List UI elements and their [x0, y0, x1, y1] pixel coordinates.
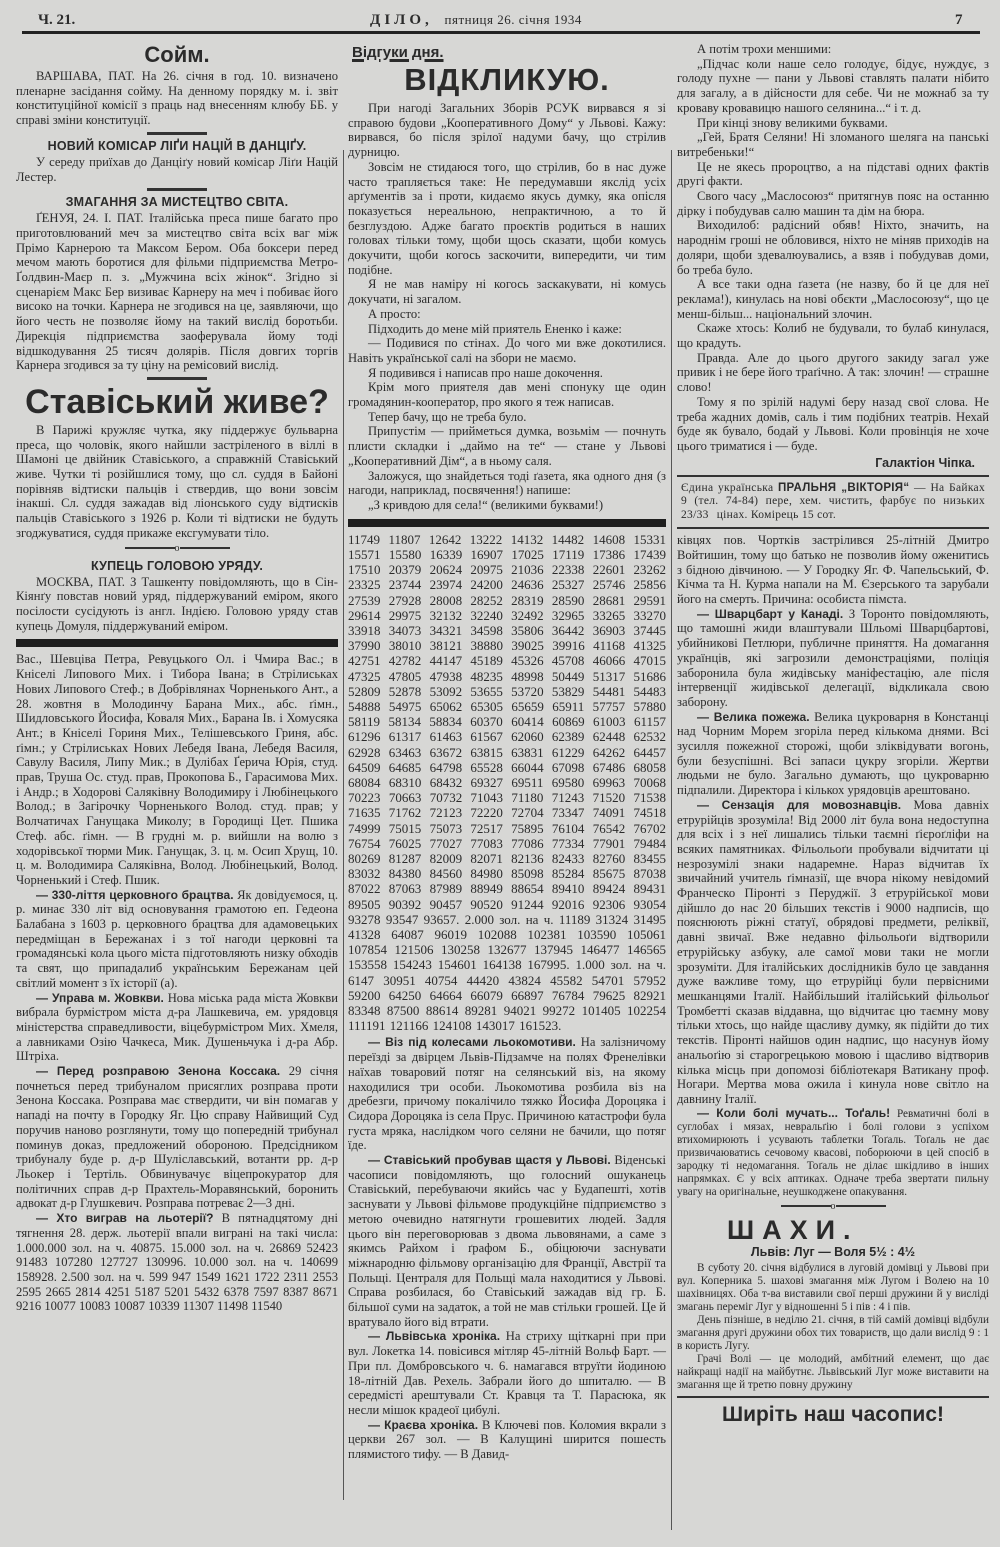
article-lead: — Краєва хроніка.: [368, 1417, 479, 1432]
article-paragraph: [348, 1418, 666, 1462]
column-middle: [348, 42, 666, 1462]
article-paragraph: [348, 410, 666, 425]
masthead-rule: [22, 31, 980, 34]
article-paragraph: [348, 498, 666, 513]
masthead-title: [370, 12, 582, 29]
column-right: [677, 42, 989, 1427]
article-text: В Парижі кружляє чутка, яку піддержує бульварна преса, що чоловік, якого найшли застріленого в віллі в Шамоні це двійник Ставіського, а справжній Ставіський живе. Чутки ті розійшлися тому, що сл. суддя в Байоні порівняв відтиски пальців і ствердив, що вони зовсім інакші. Сл. суддя зажадав від ліонського суду відтисків пальців Ставіського з 1926 р. Коли ті відтиски не будуть згоджуватися, суддя прикаже ексгумувати тіло.: [16, 422, 338, 540]
black-divider-bar: [16, 639, 338, 647]
article-paragraph: [16, 991, 338, 1065]
article-text: В пятнадцятому дні тягнення 28. держ. льотерії впали виграні на такі числа: 1.000.000 зол. на ч. 40875. 15.000 зол. на ч. 26869 52423 91483 107280 127727 130996. 10.000 зол. на ч. 140699 158928. 2.500 зол. на ч. 599 947 1549 1621 1722 2311 2553 2595 2665 2814 4251 5187 5201 5432 6378 7597 8387 8671 9216 10077 10083 10087 10339 11307 11498 11540: [16, 1211, 338, 1314]
article-text: Скаже хтось: Колиб не будували, то булаб кинулася, що крадуть.: [677, 321, 989, 351]
article-text: МОСКВА, ПАТ. З Ташкенту повідомляють, що в Сін-Кіянґу повстав новий уряд, піддержуваний еміром, якого посілости сусідують із англ. Індією. Головою уряду став купець Домуля, піддержуваний еміром.: [16, 574, 338, 633]
article-text: Свого часу „Маслосоюз“ притягнув пояс на останню дірку і побудував салю машин та дім на бюра.: [677, 189, 989, 218]
issue-date: пятниця 26. січня 1934: [444, 12, 582, 27]
horizontal-rule: [677, 527, 989, 529]
article-text: „З кривдою для села!“ (великими буквами!): [368, 497, 604, 512]
column-divider: [671, 150, 672, 1530]
article-text: „Підчас коли наше село голодує, бідує, нуждує, з голоду пухне — пани у Львові ставлять палати нібито для загалу, а в дійсности для себе. Чи не можнаб за ту кроваву кровавицю нашого селянина...“ і т. д.: [677, 56, 989, 115]
article-paragraph: [677, 130, 989, 159]
article-lead: — Львівська хроніка.: [368, 1329, 501, 1344]
short-rule: [147, 132, 207, 135]
article-paragraph: [348, 366, 666, 381]
article-paragraph: [348, 424, 666, 468]
article-lead: — Коли болі мучать... Тоґаль!: [697, 1105, 891, 1120]
section-kicker: Відгуки дня.: [352, 44, 444, 61]
article-paragraph: [348, 322, 666, 337]
article-text: — Подивися по стінах. До чого ми вже докотилися. Навіть української салі на збори не маємо.: [348, 336, 666, 365]
article-text: У середу приїхав до Данціґу новий комісар Ліґи Націй Лестер.: [16, 154, 338, 184]
article-paragraph: [677, 798, 989, 1107]
article-paragraph: [348, 380, 666, 409]
article-lead: — Віз під колесами льокомотиви.: [368, 1035, 576, 1050]
article-paragraph: [677, 1262, 989, 1314]
article-text: Мова давніх етрурійців зрозуміла! Від 2000 літ була вона недоступна для всіх і з неї лишались тільки таємні ґієроґліфи на всяких памятниках. Фільольоґи пробували відчитати ці незрозумілі знаки надаремне. Нараз відчитав їх звичайний учитель ґімназії, ще вчора нікому невідомий Франческо Піронті з Перуджії. З етрурійської мови дійшло до нас 20 більших текстів і 9000 надписів, що пояснюють ріжні статуї, обрядові предмети, реліквії, давні звичаї. Вже недавно фільольоґи відтворили етрурійську азбуку, але самої мови таки не могли зрозуміти. Для італійських дослідників було це завдання дуже важливе тому, що етрурійці були первісними мешканцями Італії. Найбільший італійський фільольоґ Тромбетті сказав віддавна, що відчитає цю таємну мову тільки хтось, що найде щасливу думку, як підійти до тих текстів. Піронті найшов один надпис, що насунув йому анальоґію зі старогрецькою мовою і щасливо відтворив кілька місць при допомозі бібліотекаря Ватикану проф. Ногари. Мертва мова ожила і кинула нове світло на давнину Італії.: [677, 797, 989, 1106]
article-text: Ревматичні болі в суглобах і мязах, невральґію і болі голови з успіхом втихомирюють і усувають таблетки Тоґаль. Тоґаль не дає призвичаюватись сечовому квасові, поборюючи в цей спосіб в зародку ті недомагання. Тоґаль не ділає шкідливо в інших напрямках. Є у всіх аптиках. Одначе треба звертати пильну увагу на оригінальне, неушкоджене опакування.: [677, 1107, 989, 1198]
article-paragraph: [348, 1035, 666, 1153]
column-divider: [343, 150, 344, 1500]
article-text: Припустім — прийметься думка, возьмім — почнуть плисти складки і „даймо на те“ — стане у Львові „Кооперативний Дім“, а в ньому саля.: [348, 424, 666, 468]
article-text: Нова міська рада міста Жовкви вибрала бурмістром міста д-ра Лашкевича, ем. урядовця міністерства справедливости, віцебурмістром Мих. Хмеля, а лавниками Озію Чачкеса, Мик. Душеньчука і д-ра Абр. Штріха.: [16, 990, 338, 1064]
article-paragraph: [348, 469, 666, 498]
article-text: Крім мого приятеля дав мені спонуку ще один громадянин-кооператор, про якого я теж написав.: [348, 380, 666, 410]
article-paragraph: [16, 1211, 338, 1314]
article-paragraph: [677, 116, 989, 131]
article-text: З Торонто повідомляють, що тамошні жиди влаштували Шльомі Шварцбартові, убийникові Петлюри, публичне приняття. На домагання українців, які загрозили демонстраціями, поліція заборонила була жидівську маніфестацію, але після інтервенції жидівської делегації, відкликала свою заборону.: [677, 606, 989, 709]
article-text: ВАРШАВА, ПАТ. На 26. січня в год. 10. визначено пленарне засідання сойму. На денному порядку м. і. звіт конституційної комісії з праць над внесенням клюбу ББ. у справі зміни конституції.: [16, 69, 338, 128]
article-lead: — Хто виграв на льотерії?: [36, 1211, 214, 1226]
article-text: Заложуся, що знайдеться тоді ґазета, яка одного дня (з нагоди, наприклад, посвячення!) напише:: [348, 468, 666, 498]
ad-business-name: ПРАЛЬНЯ „ВІКТОРІЯ“: [777, 481, 910, 494]
article-text: Зовсім не стидаюся того, що стрілив, бо в нас дуже часто трапляється таке: Не передумавши якслід усіх арґументів за і проти, кидаємо якусь думку, яка опісля показується нереальною, непрактичною, а то й безглуздою. Адже багато проєктів родиться в наших головах тільки тому, щоби щось сказати, щоби комусь докучити, щоби когось заскочити, випередити, чи тим подібне.: [348, 159, 666, 277]
ad-text: Єдина українська: [681, 481, 778, 494]
article-paragraph: [677, 533, 989, 607]
article-paragraph: [348, 160, 666, 278]
article-paragraph: [348, 277, 666, 306]
article-text: Тому я по зрілій надумі беру назад свої слова. Не треба жадних домів, саль і тим подібних театрів. Нехай буде як бувало, бодай у Львові. Коли провінція не хоче цього триматися і — буде.: [677, 394, 989, 453]
article-paragraph: [677, 1314, 989, 1353]
article-paragraph: [16, 1064, 338, 1211]
article-text: Підходить до мене мій приятель Ененко і каже:: [368, 321, 622, 336]
article-paragraph: [677, 277, 989, 321]
article-text: Я подивився і написав про наше докочення.: [368, 365, 603, 380]
article-text: Віденські часописи повідомляють, що голосний ошуканець Ставіський, перебуваючи якийсь час у Будапешті, хотів заснувати у Львові фільмове продукційне підприємство з метою очевидно натягнути грошевитих людей. Задля цього він переговорював з двома львовянами, а саме з якимсь Райхом і ґрафом Б., обіцюючи заснувати міжнародню фільмову організацію для Франції, Австрії та Польщі. Централя для Польщі мала находитися у Львові. Справа розбилася, бо Ставіський зажадав від гр. Б. більшої суми на задаток, а той не мав стільки грошей. Це й вратувало його від втрати.: [348, 1153, 666, 1329]
article-text: Виходилоб: радісний обяв! Ніхто, значить, на народнім гроші не обловився, ніхто не міняв приходів на доляри, щоби здевалюувались, а взяв і побудував доми, бо треба було.: [677, 218, 989, 277]
ad-code: 23/33: [681, 508, 709, 521]
article-text: А просто:: [368, 306, 421, 321]
horizontal-rule: [677, 475, 989, 477]
article-text: На залізничому переїзді за двірцем Львів-Підзамче на полях Френелівки наїхав товаровий потяг на селянський віз, на якому находилися три особи. Льокомотива розбила віз на дребезги, причому покалічило тяжко Йосифа Дороцяка і Сидора Дороцяка із села Прус. Причиною катастрофи була густа мряка, наслідком чого селяни не бачили, що потяг їде.: [348, 1035, 666, 1153]
article-paragraph: [677, 57, 989, 116]
article-paragraph: [677, 1107, 989, 1199]
article-text: Велика цукроварня в Констанці над Чорним Морем згоріла перед кількома днями. Всі зусилля пожежної сторожі, щоби зліквідувати вогонь, були безуспішні. Всі запаси цукру згоріли. Жертви людьми не було. Загально думають, що цукроварню підпалили. Директора і кількох урядовців арештовано.: [677, 709, 989, 798]
article-text: Грачі Волі — це молодий, амбітний елемент, що дає найкращі надії на майбутнє. Львівський Луг може виставити на змагання ще й третю повну дружину: [677, 1352, 989, 1391]
article-text: В Ключеві пов. Коломия вкрали з церкви 267 зол. — В Калущині ширится пошесть плямистого тифу. — В Давид-: [348, 1417, 666, 1462]
article-paragraph: [677, 218, 989, 277]
article-text: Це не якесь пророцтво, а на підставі одних фактів другі факти.: [677, 159, 989, 189]
article-text: ҐЕНУЯ, 24. І. ПАТ. Італійська преса пише багато про приготовлюваний меч за мистецтво світа всіх ваг між Прімо Карнерою та Максом Бером. Оба боксери перед мечом мають боротися для фільми підприємства Метро-Ґолдвин-Маєр п. з. „Мужчина всіх жінок“. Згідно зі сценарієм Макс Бер визиває Карнеру на меч і побиває його високо на точки. Карнера не згодився на це, заявляючи, що його честь не позволяє йому на такий вислід боротьби. Дирекція підприємства заоферувала йому тоді відшкодування 25 тисяч долярів. Після довгих торгів Карнера згодився за ту ціну на ремісовий вислід.: [16, 211, 338, 373]
issue-number: Ч. 21.: [38, 12, 76, 28]
article-text: Тепер бачу, що не треба було.: [368, 409, 527, 424]
newspaper-name: ДІЛО,: [370, 12, 433, 28]
article-text: На стриху щіткарні при при вул. Локетка 14. повісився мітляр 45-літній Вольф Барт. — При пл. Домбровського ч. 6. намагався втруїти йодиною 18-літній Дав. Рехель. Забрали його до шпиталю. — В середмісті арештували Ст. Кравця та Т. Парасюка, як несли мішок крадеої цибулі.: [348, 1329, 666, 1417]
article-headline: Сойм.: [144, 42, 210, 67]
ornament-separator: o: [16, 543, 338, 555]
ornament-separator: o: [677, 1201, 989, 1213]
article-paragraph: [16, 155, 338, 184]
article-paragraph: [677, 189, 989, 218]
article-headline: ВІДКЛИКУЮ.: [404, 62, 610, 97]
black-divider-bar: [348, 519, 666, 527]
article-lead: — Велика пожежа.: [697, 709, 810, 724]
column-left: [16, 42, 338, 1314]
article-text: „Гей, Братя Селяни! Ні зломаного шеляга на панські витребеньки!“: [677, 130, 989, 159]
article-headline: КУПЕЦЬ ГОЛОВОЮ УРЯДУ.: [91, 558, 263, 573]
article-paragraph: [16, 211, 338, 373]
article-paragraph: [16, 575, 338, 634]
horizontal-rule: [677, 1396, 989, 1398]
article-text: Правда. Але до цього другого закиду загал уже привик і не бере його траґічно. А так: злочин! — страшне слово!: [677, 350, 989, 395]
advertisement: [677, 481, 989, 524]
article-paragraph: [677, 42, 989, 57]
article-text: В суботу 20. січня відбулися в луговій домівці у Львові при вул. Коперника 5. шахові змагання між Лугом і Волею на 10 шахівницях. Оба т-ва виставили свої перші дружини й у висліді змагань переміг Луг у відношенні 5 і пів : 4 і пів.: [677, 1261, 989, 1313]
page-number: 7: [955, 12, 963, 28]
article-text: 29 січня почнеться перед трибуналом присяглих розправа проти Зенона Коссака. Розправа має ствердити, чи він помагав у нападі на почту в Городку Яг. Цю справу Найвищий Суд поручив наново розглянути, тому що попередній трибунал поминув доказ, предложений обороною. Предсідником трибуналу буде р. д-р Шуліславський, вотанти рр. д-р Льокер і Тертіль. Обвинувачує віцепрокуратор для політичних справ д-р Прахтель-Моравянський, боронить адвокат д-р Глушкевич. Розправа потреває 2—3 дні.: [16, 1064, 338, 1211]
article-text: При кінці знову великими буквами.: [697, 115, 888, 130]
article-lead: — Шварцбарт у Канаді.: [697, 606, 844, 621]
article-text: Вас., Шевціва Петра, Ревуцького Ол. і Чмира Вас.; в Кніселі Липового Мих. і Тибора Івана; в Стрілиськах Нових Липового Стеф.; в Добрівлянах Чорненького Ант., а 28. жовтня в Молодинчу Барана Мих., абс. ґімн., Шидловського Йосифа, Коваля Мих., Барана Ів. і Хомусяка Ант.; в Кніселі Гориня Мих., Телішевського Гриня, абс. ґімн.; у Стрілиськах Нових Лебедя Івана, Лебедя Василя, Савулу Василя, Липу Мик.; в Дулібах Ґерича Юрія, студ. прав, Труша Ос. студ. прав, Прокопова Б., Гарасимова Мих. і Андр.; в Ходорові Саляківну Володимиру і Любінецького Волод.; в Загірочку Чорненького Волод. студ. прав; у Волчатичах Ганущака Миколу; в Городищі Цет. Пшика Стеф. абс. ґімн. — В грудні м. р. вийшли на волю з ходорівської тюрми Мик. Ганущак, 3. ц. м. Осип Хрущ, 10. ц. м. Володимира Саляківна, Волод. Любінецький, Волод. Чорненький і Стеф. Пшик.: [16, 652, 338, 887]
article-text: А все таки одна ґазета (не назву, бо й це для неї реклама!), кинулась на нові обєкти „Маслосоюзу“, що це менш-більш... національний злочин.: [677, 277, 989, 321]
lottery-numbers: 11749 11807 12642 13222 14132 14482 14608 15331 15571 15580 16339 16907 17025 17119 17386 17439 17510 20379 20624 20975 21036 22338 22601 23262 23325 23744 23974 24200 24636 25327 25746 25856 27539 27928 28008 28252 28319 28590 28681 29591 29614 29975 32132 32240 32492 32965 33265 33270 33918 34073 34321 34598 35806 36442 36903 37445 37990 38010 38121 38880 39025 39916 41168 41325 42751 42782 44147 45189 45326 45708 46066 47015 47325 47805 47938 48235 48998 50449 51317 51686 52809 52878 53092 53655 53720 53829 54481 54483 54888 54975 65062 65305 65659 65911 57757 57880 58119 58134 58834 60370 60414 60869 61003 61157 61296 61317 61463 61567 62060 62389 62448 62532 62928 63463 63672 63815 63831 61229 64262 64457 64509 64685 64798 65528 66044 67098 67486 68058 68084 68310 68432 69327 69511 69580 69963 70068 70223 70663 70732 71043 71180 71243 71520 71538 71635 71762 72123 72220 72704 73347 74091 74518 74999 75015 75073 72517 75895 76104 76542 76702 76754 76025 77027 77083 77086 77334 77901 79484 80269 81287 82009 82071 82136 82433 82760 83455 83032 84380 84560 84980 85098 85284 85675 87038 87022 87063 87989 88949 88654 89410 89424 89431 89505 90392 90457 90520 91244 92016 92306 93054 93278 93547 93657. 2.000 зол. на ч. 11189 31324 31495 41328 64087 96019 102088 102381 103590 105061 107854 121506 130258 132677 137945 146477 146565 153558 154243 154601 164138 167995. 1.000 зол. на ч. 6147 30951 40754 44420 43824 45582 54701 57952 59200 64250 64664 66079 66897 76784 79625 82921 83348 87500 88614 89281 94021 99272 101405 102254 111191 121166 124108 143017 161523.: [348, 531, 666, 1034]
article-text: ківцях пов. Чортків застрілився 25-літній Дмитро Войтишин, тому що батько не позволив йому оженитись з бідною дівчиною. — У Городку Яг. Ф. Чапельський, Ф. Кічма та Н. Курма напали на М. Єзерського та зарубали його на смерть. Причина: особиста пімста.: [677, 533, 989, 606]
article-paragraph: [677, 710, 989, 798]
article-paragraph: [348, 1153, 666, 1329]
article-headline: ЗМАГАННЯ ЗА МИСТЕЦТВО СВІТА.: [65, 195, 289, 210]
article-headline: ШАХИ.: [727, 1214, 859, 1245]
article-text: А потім трохи меншими:: [697, 42, 832, 56]
article-lead: — Сензація для мовознавців.: [697, 797, 902, 812]
ad-text: — На Байках 9 (тел. 74-84) пере, хем. чистить, фарбує по низьких цінах. Комірець 15 сот.: [681, 481, 985, 521]
author-signature: Галактіон Чіпка.: [875, 455, 975, 470]
article-text: Як довідуємося, ц. р. минає 330 літ від основування грамотою еп. Гедеона Балабана з 1603 р. церковного брацтва для адамовецьких передміщан в Бережанах і з тої нагоди церковні та громадянські кола цього міста підготовляють низку обходів та свят, що припадалиб українським Бережанам цей світлий момент з їх історії (а).: [16, 887, 338, 990]
article-lead: — Перед розправою Зенона Коссака.: [36, 1064, 281, 1079]
article-text: День пізніше, в неділю 21. січня, в тій самій домівці відбули змагання другі дружини обох тих товариств, що дали вислід 9 : 1 в користь Лугу.: [677, 1313, 989, 1352]
short-rule: [147, 377, 207, 380]
masthead: [0, 0, 1000, 40]
article-headline: НОВИЙ КОМІСАР ЛІҐИ НАЦІЙ В ДАНЦІҐУ.: [47, 138, 307, 153]
article-lead: — Ставіський пробував щастя у Львові.: [368, 1153, 611, 1168]
article-lead: — 330-ліття церковного брацтва.: [36, 887, 234, 902]
article-paragraph: [348, 307, 666, 322]
article-paragraph: [16, 69, 338, 128]
article-paragraph: [16, 652, 338, 887]
short-rule: [147, 188, 207, 191]
article-paragraph: [677, 1353, 989, 1392]
article-paragraph: [677, 160, 989, 189]
article-text: При нагоді Загальних Зборів РСУК вирвався я зі справою будови „Кооперативного Дому“ у Львові. Кажу: вирвався, бо після зрілої надуми бачу, що стрілив дурницю.: [348, 101, 666, 160]
article-paragraph: [348, 336, 666, 365]
article-paragraph: [677, 607, 989, 710]
article-lead: — Управа м. Жовкви.: [36, 990, 164, 1005]
article-headline: Ставіський живе?: [25, 382, 329, 421]
article-paragraph: [348, 101, 666, 160]
article-paragraph: [677, 395, 989, 454]
article-paragraph: [677, 321, 989, 350]
slogan: Ширіть наш часопис!: [721, 1402, 945, 1426]
article-subheadline: Львів: Луг — Воля 5½ : 4½: [750, 1244, 916, 1259]
article-paragraph: [16, 423, 338, 541]
article-paragraph: [677, 351, 989, 395]
article-text: Я не мав наміру ні когось заскакувати, ні комусь докучати, ні загалом.: [348, 277, 666, 307]
article-paragraph: [348, 1329, 666, 1417]
article-paragraph: [16, 888, 338, 991]
